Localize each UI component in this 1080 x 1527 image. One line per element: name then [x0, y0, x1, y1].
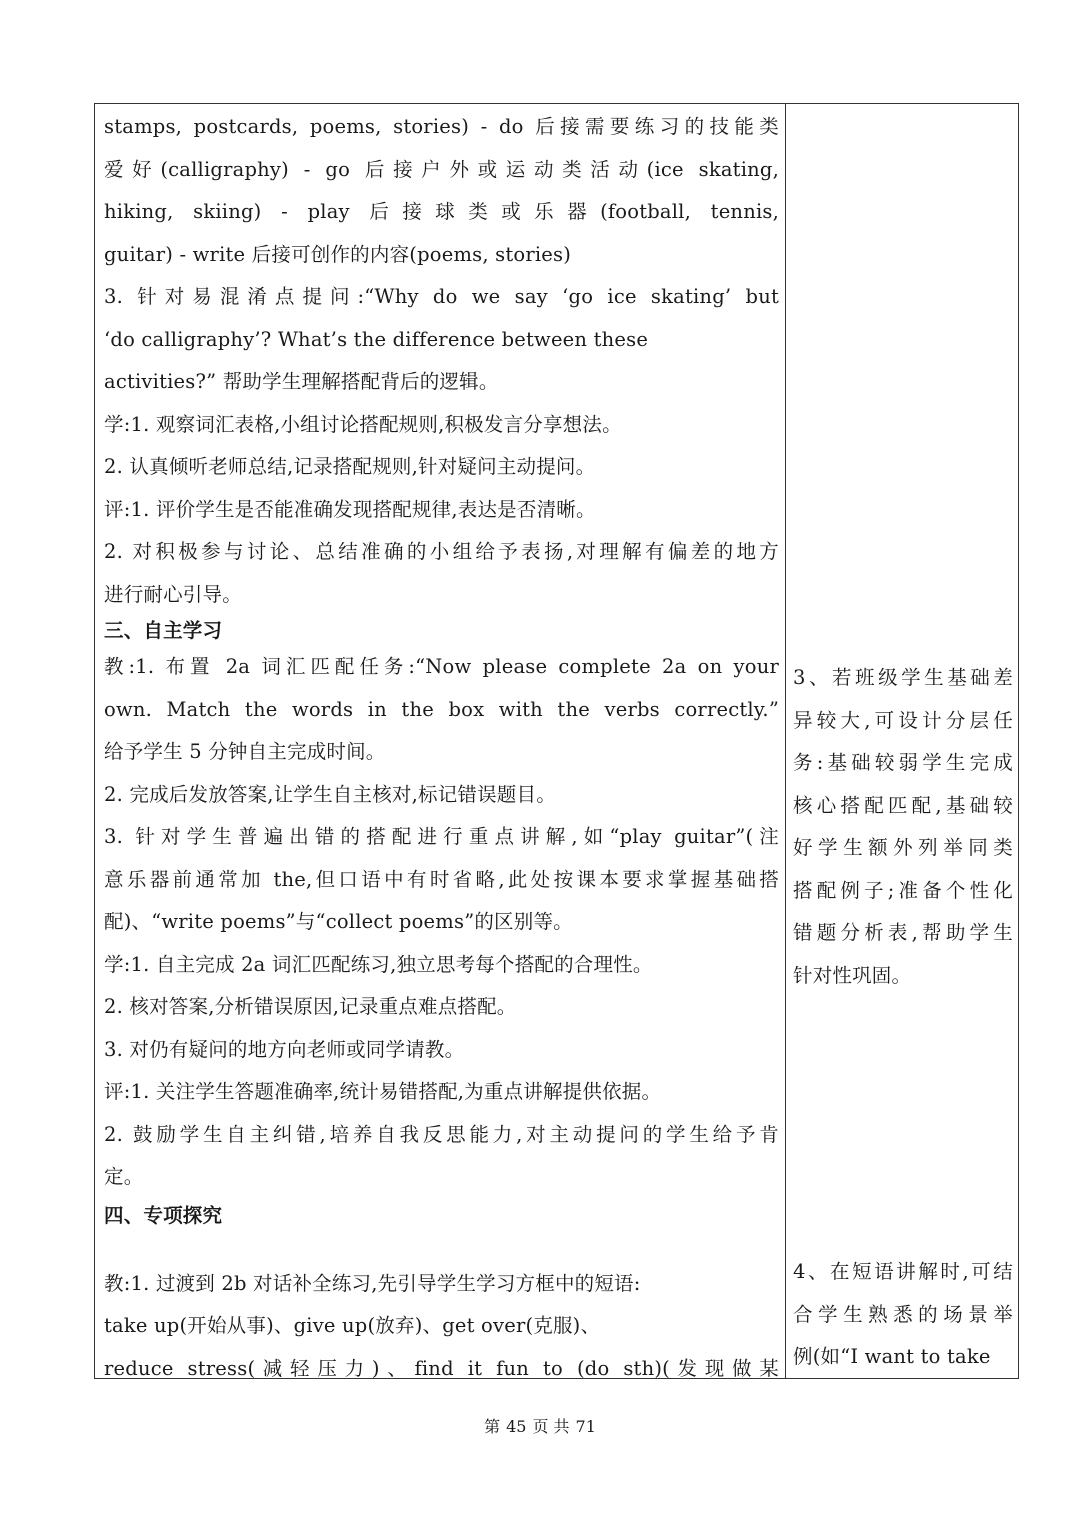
side-note-line: 异较大,可设计分层任 — [793, 708, 1013, 732]
text-line: activities?” 帮助学生理解搭配背后的逻辑。 — [104, 370, 499, 393]
text-line: 学:1. 观察词汇表格,小组讨论搭配规则,积极发言分享想法。 — [104, 412, 622, 436]
text-line: hiking, skiing) - play 后接球类或乐器(football, tennis, — [104, 200, 779, 223]
section-heading-special-inquiry: 四、专项探究 — [104, 1203, 223, 1227]
text-line: 3. 对仍有疑问的地方向老师或同学请教。 — [104, 1037, 465, 1061]
text-line: 2. 核对答案,分析错误原因,记录重点难点搭配。 — [104, 995, 517, 1018]
text-line: 2. 完成后发放答案,让学生自主核对,标记错误题目。 — [104, 782, 556, 806]
side-note-line: 合学生熟悉的场景举 — [793, 1302, 1013, 1326]
text-line: 学:1. 自主完成 2a 词汇匹配练习,独立思考每个搭配的合理性。 — [104, 952, 653, 976]
text-line: 2. 鼓励学生自主纠错,培养自我反思能力,对主动提问的学生给予肯 — [104, 1122, 779, 1146]
side-note-line: 好学生额外列举同类 — [793, 836, 1013, 859]
text-line: 定。 — [104, 1165, 144, 1188]
text-line: 2. 认真倾听老师总结,记录搭配规则,针对疑问主动提问。 — [104, 455, 596, 478]
main-content-column — [104, 106, 779, 1390]
text-line: guitar) - write 后接可创作的内容(poems, stories) — [104, 242, 572, 266]
footer-prefix: 第 — [484, 1417, 501, 1436]
footer-total-pages: 71 — [575, 1417, 596, 1436]
text-line: stamps, postcards, poems, stories) - do 后接需要练习的技能类 — [104, 115, 779, 138]
footer-mid: 页 共 — [532, 1417, 570, 1436]
text-line: 2. 对积极参与讨论、总结准确的小组给予表扬,对理解有偏差的地方 — [104, 540, 779, 563]
side-note-layered-tasks — [793, 657, 1013, 997]
text-line: 爱好(calligraphy) - go 后接户外或运动类活动(ice skating, — [104, 157, 779, 181]
section-heading-self-study: 三、自主学习 — [104, 619, 223, 642]
side-note-phrase-teaching — [793, 1251, 1013, 1379]
self-study-section — [104, 646, 779, 1199]
side-note-line: 4、在短语讲解时,可结 — [793, 1260, 1013, 1283]
text-line: own. Match the words in the box with the verbs correctly.” — [104, 697, 779, 721]
text-line: take up(开始从事)、give up(放弃)、get over(克服)、 — [104, 1314, 601, 1337]
side-note-line: 3、若班级学生基础差 — [793, 666, 1013, 689]
teaching-steps-continued — [104, 106, 779, 616]
side-note-line: 例(如“I want to take — [793, 1345, 991, 1368]
text-line: 教:1. 过渡到 2b 对话补全练习,先引导学生学习方框中的短语: — [104, 1271, 641, 1295]
text-line: 给予学生 5 分钟自主完成时间。 — [104, 740, 386, 763]
section-gap — [104, 1233, 779, 1263]
text-line: ‘do calligraphy’? What’s the difference between these — [104, 327, 649, 351]
side-note-line: 针对性巩固。 — [793, 963, 912, 987]
text-line: 进行耐心引导。 — [104, 582, 242, 606]
text-line: 评:1. 评价学生是否能准确发现搭配规律,表达是否清晰。 — [104, 497, 596, 521]
side-note-line: 错题分析表,帮助学生 — [793, 921, 1013, 944]
column-divider — [785, 103, 786, 1379]
text-line: 意乐器前通常加 the,但口语中有时省略,此处按课本要求掌握基础搭 — [104, 867, 779, 891]
footer-page-number: 45 — [506, 1417, 527, 1436]
side-note-line: 核心搭配匹配,基础较 — [793, 793, 1013, 817]
text-line: 教:1. 布置 2a 词汇匹配任务:“Now please complete 2a on your — [104, 655, 779, 678]
text-line: 3. 针对易混淆点提问:“Why do we say ‘go ice skating’ but — [104, 285, 779, 308]
side-note-line: 搭配例子;准备个性化 — [793, 878, 1013, 902]
text-line: 3. 针对学生普遍出错的搭配进行重点讲解,如“play guitar”(注 — [104, 825, 779, 848]
text-line: 配)、“write poems”与“collect poems”的区别等。 — [104, 910, 573, 933]
side-note-line: 务:基础较弱学生完成 — [793, 751, 1013, 774]
text-line: reduce stress(减轻压力)、find it fun to (do sth)(发现做某 — [104, 1356, 779, 1380]
special-inquiry-section — [104, 1263, 779, 1391]
text-line: 评:1. 关注学生答题准确率,统计易错搭配,为重点讲解提供依据。 — [104, 1080, 662, 1103]
page-footer — [0, 1414, 1080, 1437]
